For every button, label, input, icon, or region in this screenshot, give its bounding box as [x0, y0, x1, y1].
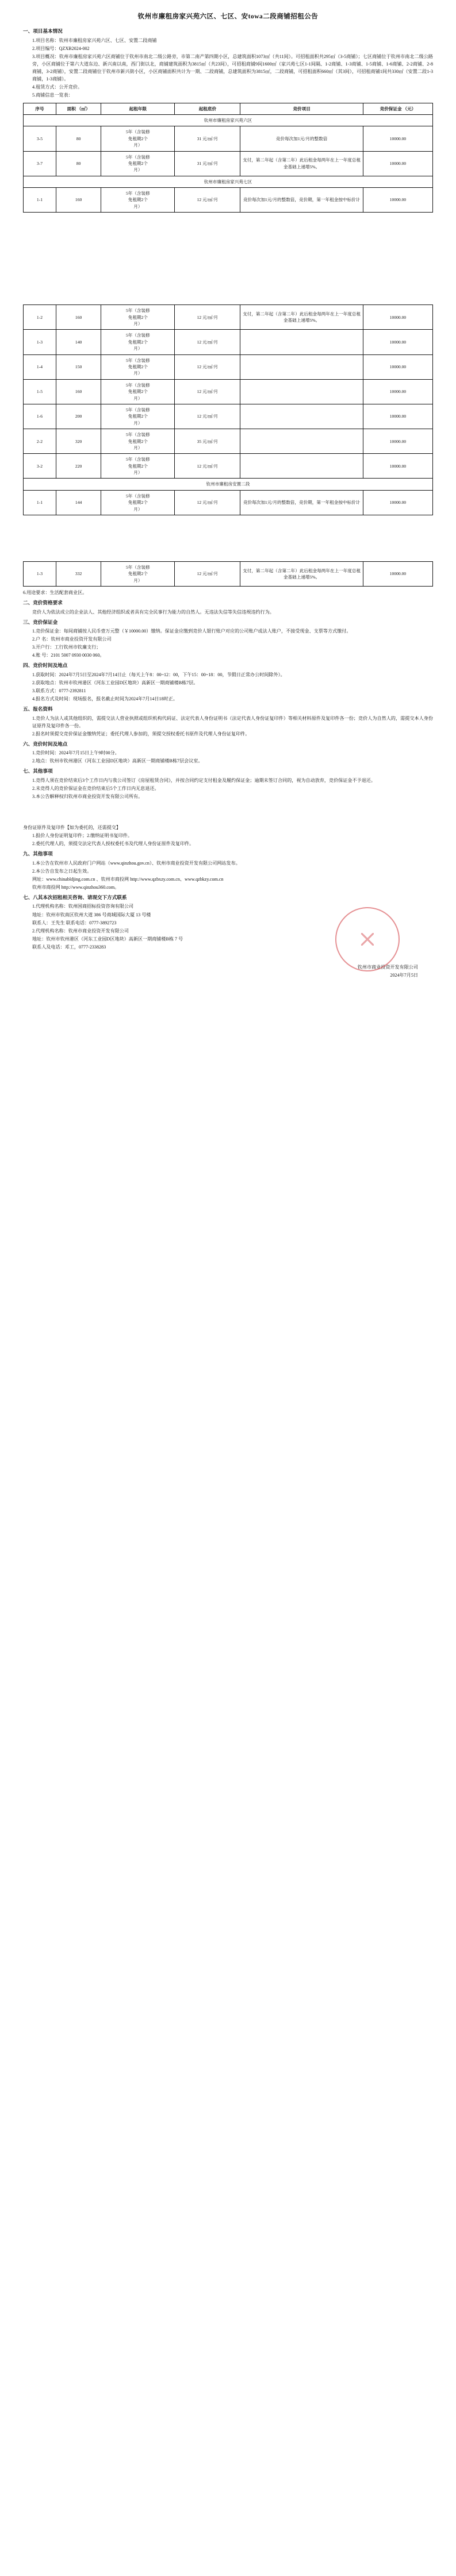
table-row	[24, 305, 433, 330]
cell-price: 12 元/㎡/月	[175, 330, 240, 354]
section-6-title: 六、竞价时间及地点	[23, 741, 68, 747]
cell-term: 5年（含装修 免租期2个 月）	[101, 562, 175, 587]
cell-area: 160	[56, 188, 101, 213]
contact-line-4: 2.代理机构名称：钦州市商业投资开发有限公司	[32, 928, 129, 934]
publish-line-3: 网址：www.chinabldjing.com.cn 、钦州市商投网 http://www.qzbxzy.com.cn、www.qzbkzy.com.cn	[32, 876, 224, 882]
cell-price: 12 元/㎡/月	[175, 188, 240, 213]
contact-line-2: 地址：钦州市钦南区钦州大道 386 号商城国际大厦 13 号楼	[32, 912, 151, 917]
cell-item	[240, 354, 363, 379]
cell-area: 150	[56, 354, 101, 379]
table-row	[24, 404, 433, 429]
table-body-part-1	[24, 114, 433, 212]
table-group-label: 钦州市廉租房家兴苑七区	[24, 176, 433, 187]
publish-line-4: 钦州市商投网 http://www.qinzhou360.com。	[32, 885, 120, 890]
cell-price: 12 元/㎡/月	[175, 404, 240, 429]
cell-no: 2-2	[24, 429, 56, 454]
cell-no: 3-7	[24, 151, 56, 176]
cell-deposit: 10000.00	[363, 151, 432, 176]
section-1-line-1: 1.项目名称：钦州市廉租房家兴苑六区、七区、安置二段商铺	[32, 37, 157, 43]
table-group-header	[24, 479, 433, 490]
cell-no: 1-5	[24, 379, 56, 404]
cell-deposit: 10000.00	[363, 404, 432, 429]
cell-term: 5年（含装修 免租期2个 月）	[101, 429, 175, 454]
table-row	[24, 188, 433, 213]
cell-price: 12 元/㎡/月	[175, 305, 240, 330]
cell-term: 5年（含装修 免租期2个 月）	[101, 126, 175, 151]
section-5-title: 五、报名资料	[23, 706, 53, 712]
cell-term: 5年（含装修 免租期2个 月）	[101, 305, 175, 330]
table-row	[24, 379, 433, 404]
contact-line-1: 1.代理机构名称：钦州国商招标投资咨询有限公司	[32, 904, 134, 909]
table-row	[24, 330, 433, 354]
time-line-2: 2.获取地点：钦州市钦州港区（河东工业园D区地块）高新区一期商铺楼B栋7层。	[32, 680, 198, 685]
signature-org: 钦州市商业投资开发有限公司	[357, 965, 418, 970]
table-body-part-2	[24, 305, 433, 515]
cell-item	[240, 454, 363, 479]
col-price: 起租底价	[175, 103, 240, 114]
cell-price: 31 元/㎡/月	[175, 151, 240, 176]
section-1-line-5: 5.商铺信息一览表：	[32, 92, 73, 98]
table-group-header	[24, 114, 433, 126]
usage-note: 6.用途要求：生活配套商业区。	[23, 590, 87, 596]
table-row	[24, 454, 433, 479]
notice-block-line-2: 2.委托代理人的，须提交法定代表人授权委托书及代理人身份证原件及复印件。	[32, 841, 194, 847]
cell-area: 200	[56, 404, 101, 429]
cell-price: 35 元/㎡/月	[175, 429, 240, 454]
cell-area: 80	[56, 151, 101, 176]
section-1-line-4: 4.租赁方式：公开竞价。	[32, 84, 83, 90]
cell-deposit: 10000.00	[363, 305, 432, 330]
section-9-title: 七、八其本次招租相关咨询、请现交下方式联系	[23, 894, 127, 901]
cell-area: 320	[56, 429, 101, 454]
cell-area: 160	[56, 305, 101, 330]
cell-area: 80	[56, 126, 101, 151]
signature-block	[23, 963, 433, 980]
cell-item	[240, 379, 363, 404]
section-1-title: 一、项目基本情况	[23, 28, 63, 34]
cell-item	[240, 429, 363, 454]
cell-price: 12 元/㎡/月	[175, 354, 240, 379]
cell-price: 12 元/㎡/月	[175, 562, 240, 587]
publish-line-2: 2.本公告自发布之日起生效。	[32, 868, 92, 874]
table-row	[24, 562, 433, 587]
cell-price: 12 元/㎡/月	[175, 490, 240, 515]
col-term: 起租年限	[101, 103, 175, 114]
time-line-4: 4.报名方式及时间：现场报名，报名截止时间为2024年7月14日18时正。	[32, 696, 178, 702]
notice-block-line-1: 1.报价人身份证明复印件；2.缴纳证明书复印件。	[32, 833, 133, 839]
cell-area: 220	[56, 454, 101, 479]
section-2-title: 二、竞价资格要求	[23, 600, 63, 606]
shop-listing-table	[23, 103, 433, 213]
table-group-label: 钦州市廉租房安置二段	[24, 479, 433, 490]
cell-price: 31 元/㎡/月	[175, 126, 240, 151]
deposit-line-4: 4.账 号：2101 5007 0930 0030 060。	[32, 653, 105, 658]
cell-deposit: 10000.00	[363, 490, 432, 515]
cell-price: 12 元/㎡/月	[175, 454, 240, 479]
other-line-2: 2.未竞得人的竞价保证金在竞价结束后5个工作日内无息退还。	[32, 785, 159, 791]
contact-line-6: 联系人及电话：邓工，0777-2338283	[32, 944, 106, 950]
section-1-line-3: 3.项目概况：钦州市廉租房家兴苑六区商铺位于钦州市南北二级公路旁，市第二南产第四期小区，总建筑面积1073㎡（共11间）。可招租面积共295㎡（3-5商铺）；七区商铺位于钦州市南北二级公路旁，小区商铺位于第六大道东边、新兴南以南，西门街以北，商铺建筑面积为3815㎡（共23间），可招租商铺9间1600㎡（家兴苑七区1-1间隔、1-2商铺、1-3商铺、1-5商铺、1-6商铺、2-2商铺、2-8商铺，3-2商铺），安置二段商铺位于钦州市新兴街小区，小区商铺面积共计为一期、二段商铺，总建筑面积为3815㎡，二段商铺，可招租面积660㎡（其3间），可招租商铺1间共330㎡（安置二段1-3商铺，1-3商铺）。	[32, 53, 433, 82]
section-8-title: 九、其他事项	[23, 851, 53, 857]
cell-term: 5年（含装修 免租期2个 月）	[101, 490, 175, 515]
cell-term: 5年（含装修 免租期2个 月）	[101, 354, 175, 379]
time-line-3: 3.联系方式：0777-2392811	[32, 688, 86, 694]
cell-area: 160	[56, 379, 101, 404]
cell-item: 支付，第二年起（含第二年）此后租金每两年在上一年度总租金基础上递增5%。	[240, 305, 363, 330]
shop-listing-table-cont-2	[23, 561, 433, 587]
cell-item	[240, 404, 363, 429]
cell-no: 1-1	[24, 188, 56, 213]
table-group-label: 钦州市廉租房家兴苑六区	[24, 114, 433, 126]
section-3-title: 三、竞价保证金	[23, 619, 58, 625]
cell-area: 144	[56, 490, 101, 515]
spacer-3	[23, 801, 433, 824]
deposit-line-2: 2.户 名：钦州市商业投资开发有限公司	[32, 637, 112, 642]
table-header-row	[24, 103, 433, 114]
cell-no: 1-3	[24, 562, 56, 587]
cell-term: 5年（含装修 免租期2个 月）	[101, 330, 175, 354]
col-item: 竞价项目	[240, 103, 363, 114]
table-row	[24, 151, 433, 176]
cell-item: 竞价每次加1元/月的整数倍，竞价期，第一年租金按中标价计	[240, 490, 363, 515]
col-no: 序号	[24, 103, 56, 114]
section-7-title: 七、其他事项	[23, 768, 53, 774]
cell-item: 支付，第二年起（含第二年）此后租金每两年在上一年度总租金基础上递增5%。	[240, 562, 363, 587]
spacer-1	[23, 215, 433, 301]
bidding-line-1: 1.竞价时间：2024年7月15日上午9时00分。	[32, 750, 120, 756]
spacer-2	[23, 518, 433, 558]
cell-deposit: 10000.00	[363, 188, 432, 213]
cell-deposit: 10000.00	[363, 330, 432, 354]
cell-term: 5年（含装修 免租期2个 月）	[101, 151, 175, 176]
cell-no: 3-2	[24, 454, 56, 479]
deposit-line-1: 1.竞价保证金：每间商铺按人民币壹万元整（￥10000.00）缴纳。保证金应缴到竞价人银行账户对应的公司账户或法人账户，不接受现金、支票等方式缴付。	[32, 628, 351, 634]
cell-deposit: 10000.00	[363, 429, 432, 454]
cell-item	[240, 330, 363, 354]
publish-line-1: 1.本公告在钦州市人民政府门户网站（www.qinzhou.gov.cn）、钦州市商业投资开发有限公司网站发布。	[32, 860, 240, 866]
bidding-line-2: 2.地点：钦州市钦州港区（河东工业园D区地块）高新区一期商铺楼B栋7层会议室。	[32, 758, 203, 764]
cell-deposit: 10000.00	[363, 379, 432, 404]
deposit-line-3: 3.开户行：工行钦州市钦廉支行；	[32, 645, 101, 650]
page-title: 钦州市廉租房家兴苑六区、七区、安towa二段商铺招租公告	[137, 13, 319, 20]
signature-date: 2024年7月5日	[390, 972, 418, 978]
cell-deposit: 10000.00	[363, 354, 432, 379]
section-2-text: 竞价人为依法成立的企业法人、其他经济组织或者具有完全民事行为能力的自然人。无违法失信等失信违规违约行为。	[32, 609, 274, 615]
cell-deposit: 10000.00	[363, 562, 432, 587]
cell-term: 5年（含装修 免租期2个 月）	[101, 379, 175, 404]
col-area: 面积 （㎡）	[56, 103, 101, 114]
section-1-line-2: 2.项目编号：QZXB2024-002	[32, 45, 90, 51]
contact-line-5: 地址：钦州市钦州港区（河东工业园D区地块）高新区一期商铺楼B栋 7 号	[32, 936, 183, 942]
cell-term: 5年（含装修 免租期2个 月）	[101, 454, 175, 479]
shop-listing-table-cont	[23, 304, 433, 515]
document-page	[0, 0, 456, 980]
notice-block-title: 身份证原件及复印件【如为委托的，还需提交】	[23, 825, 121, 831]
cell-item: 竞价每次加1元/月的整数倍，竞价期，第一年租金按中标价计	[240, 188, 363, 213]
section-4-title: 四、竞价时间及地点	[23, 662, 68, 669]
other-line-3: 3.本公告解释权归钦州市商业投资开发有限公司所有。	[32, 793, 143, 799]
document-sheet	[23, 0, 433, 980]
cell-no: 1-3	[24, 330, 56, 354]
cell-deposit: 10000.00	[363, 126, 432, 151]
col-deposit: 竞价保证金 （元）	[363, 103, 432, 114]
cell-deposit: 10000.00	[363, 454, 432, 479]
cell-price: 12 元/㎡/月	[175, 379, 240, 404]
cell-area: 332	[56, 562, 101, 587]
materials-line-1: 1.竞价人为法人或其他组织的，需提交法人营业执照或组织机构代码证、法定代表人身份证明书（法定代表人身份证复印件）等相关材料原件及复印件各一份；竞价人为自然人的，需提交本人身份证原件及复印件各一份。	[32, 715, 433, 728]
contact-line-3: 联系人：王先生 联系电话：0777-3892723	[32, 920, 117, 925]
cell-no: 1-4	[24, 354, 56, 379]
cell-no: 1-2	[24, 305, 56, 330]
table-row	[24, 429, 433, 454]
table-row	[24, 354, 433, 379]
table-body-part-3	[24, 562, 433, 587]
cell-term: 5年（含装修 免租期2个 月）	[101, 404, 175, 429]
cell-no: 1-1	[24, 490, 56, 515]
other-line-1: 1.竞得人须在竞价结束后3个工作日内与我公司签订《房屋租赁合同》，并按合同约定支付租金及履约保证金；逾期未签订合同的，视为自动放弃，竞价保证金不予退还。	[32, 777, 375, 783]
table-row	[24, 126, 433, 151]
table-row	[24, 490, 433, 515]
cell-term: 5年（含装修 免租期2个 月）	[101, 188, 175, 213]
materials-line-2: 2.报名时须提交竞价保证金缴纳凭证；委托代理人参加的，须提交授权委托书原件及代理人身份证复印件。	[32, 731, 250, 736]
time-line-1: 1.获取时间：2024年7月5日至2024年7月14日止（每天上午8：00~12：00，下午15：00~18：00，节假日正常办公时间除外）。	[32, 672, 285, 677]
cell-area: 140	[56, 330, 101, 354]
cell-no: 3-5	[24, 126, 56, 151]
cell-no: 1-6	[24, 404, 56, 429]
cell-item: 支付，第二年起（含第二年）此后租金每两年在上一年度总租金基础上递增5%。	[240, 151, 363, 176]
cell-item: 竞价每次加1元/月的整数倍	[240, 126, 363, 151]
table-group-header	[24, 176, 433, 187]
